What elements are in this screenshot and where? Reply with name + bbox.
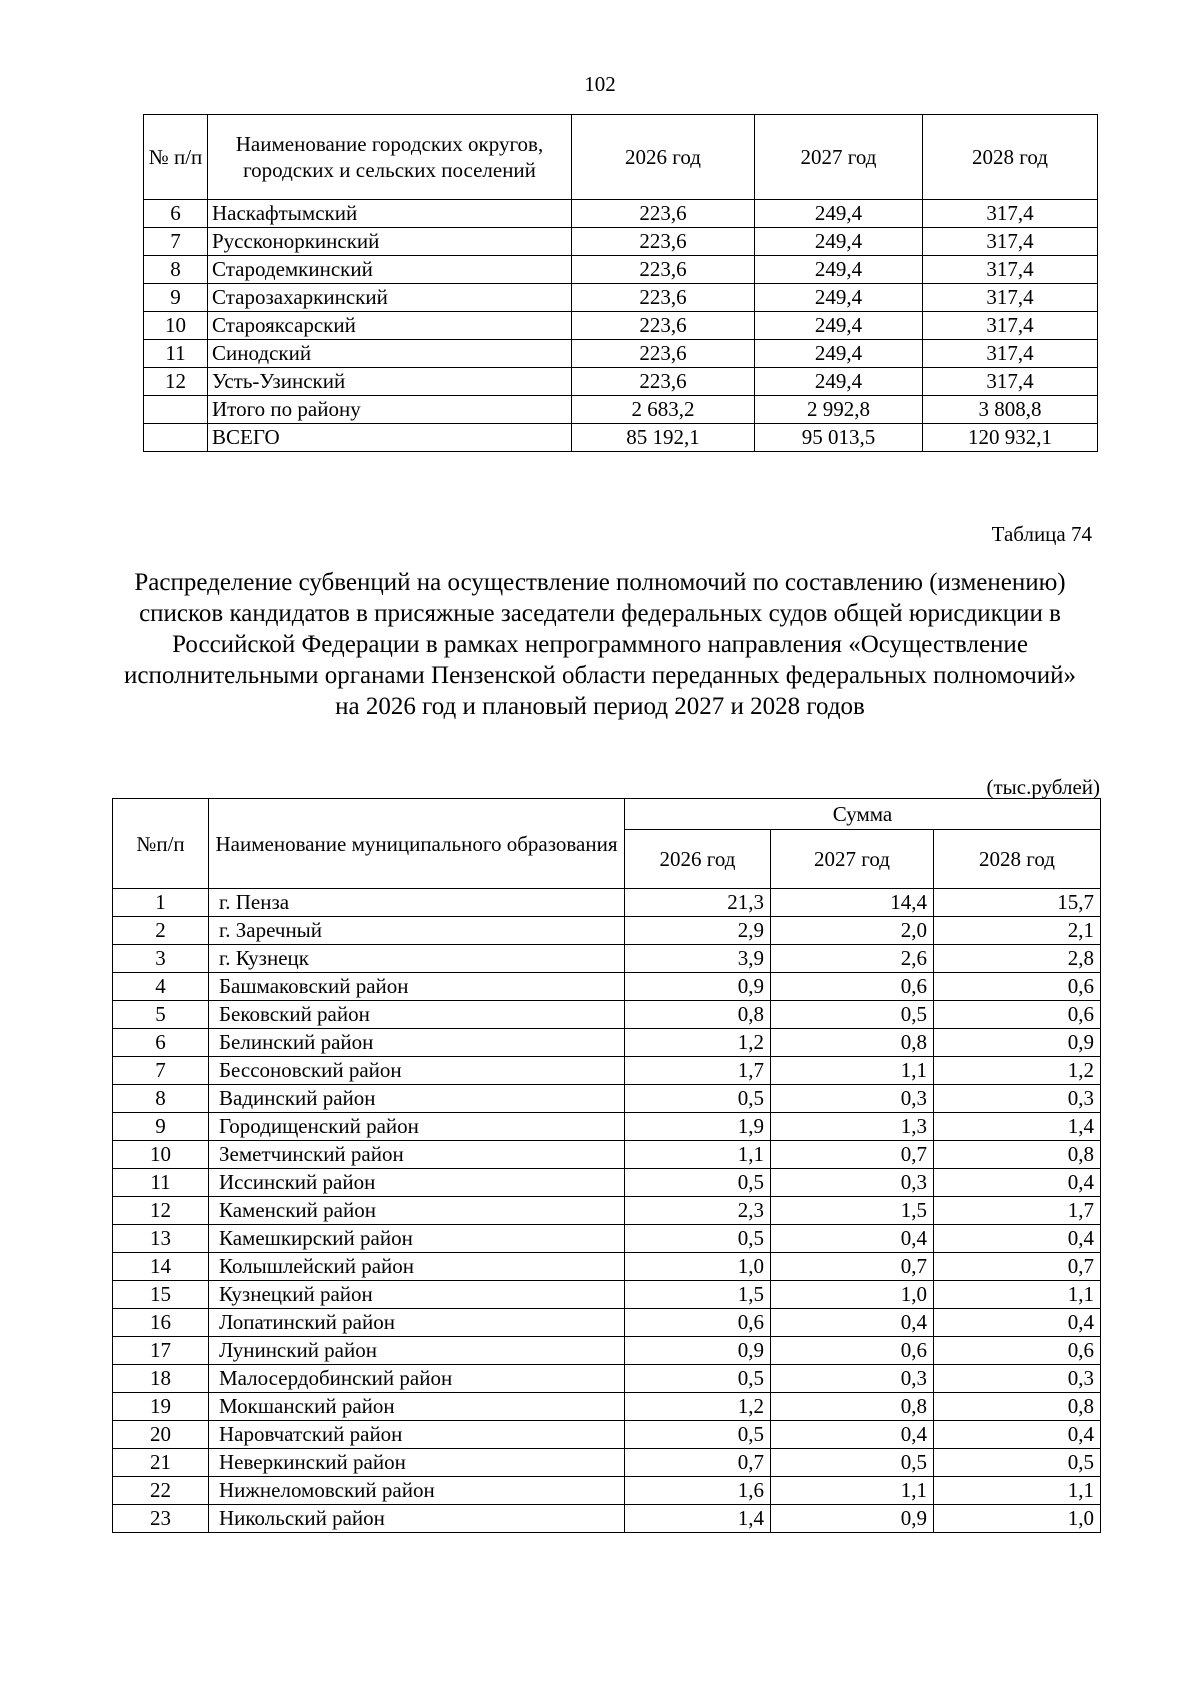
- value-2027-cell: 2,0: [771, 917, 934, 945]
- value-2028-cell: 0,3: [934, 1085, 1101, 1113]
- table-row: [144, 312, 1098, 340]
- row-number-cell: 4: [113, 973, 209, 1001]
- table-row: [144, 424, 1098, 452]
- row-number-cell: [144, 424, 208, 452]
- table-row: [113, 1225, 1101, 1253]
- value-2027-cell: 2,6: [771, 945, 934, 973]
- row-number-cell: 12: [113, 1197, 209, 1225]
- table-row: [113, 1057, 1101, 1085]
- value-2027-cell: 0,3: [771, 1169, 934, 1197]
- value-2026-cell: 1,4: [625, 1505, 771, 1533]
- continued-table-body: [144, 200, 1098, 452]
- table-row: [113, 1113, 1101, 1141]
- value-2028-cell: 0,4: [934, 1421, 1101, 1449]
- table-row: [113, 1449, 1101, 1477]
- row-number-cell: 20: [113, 1421, 209, 1449]
- table-label: Таблица 74: [991, 522, 1092, 546]
- settlement-name-cell: Старояксарский: [208, 312, 572, 340]
- settlement-name-cell: Усть-Узинский: [208, 368, 572, 396]
- table-74-body: [113, 889, 1101, 1533]
- table-row: [113, 1421, 1101, 1449]
- header-num: №п/п: [113, 799, 209, 889]
- row-number-cell: 11: [113, 1169, 209, 1197]
- municipality-name-cell: Лопатинский район: [209, 1309, 625, 1337]
- row-number-cell: 11: [144, 340, 208, 368]
- header-2027: 2027 год: [771, 830, 934, 889]
- table-row: [113, 1141, 1101, 1169]
- municipality-name-cell: Нижнеломовский район: [209, 1477, 625, 1505]
- table-row: [113, 1337, 1101, 1365]
- row-number-cell: 16: [113, 1309, 209, 1337]
- table-row: [113, 1197, 1101, 1225]
- settlement-name-cell: Стародемкинский: [208, 256, 572, 284]
- header-2026: 2026 год: [572, 115, 755, 200]
- value-2027-cell: 0,8: [771, 1393, 934, 1421]
- value-2028-cell: 0,3: [934, 1365, 1101, 1393]
- value-2027-cell: 0,5: [771, 1001, 934, 1029]
- value-2026-cell: 223,6: [572, 284, 755, 312]
- row-number-cell: 8: [113, 1085, 209, 1113]
- value-2028-cell: 2,8: [934, 945, 1101, 973]
- value-2027-cell: 1,1: [771, 1477, 934, 1505]
- table-74-header-row: [113, 799, 1101, 830]
- value-2028-cell: 0,6: [934, 1001, 1101, 1029]
- settlement-name-cell: ВСЕГО: [208, 424, 572, 452]
- header-name: Наименование муниципального образования: [209, 799, 625, 889]
- value-2027-cell: 249,4: [755, 340, 923, 368]
- value-2027-cell: 1,1: [771, 1057, 934, 1085]
- value-2028-cell: 1,1: [934, 1281, 1101, 1309]
- table-row: [113, 917, 1101, 945]
- municipality-name-cell: Бековский район: [209, 1001, 625, 1029]
- table-row: [113, 945, 1101, 973]
- value-2028-cell: 0,7: [934, 1253, 1101, 1281]
- value-2026-cell: 0,9: [625, 1337, 771, 1365]
- table-row: [113, 1281, 1101, 1309]
- value-2027-cell: 1,0: [771, 1281, 934, 1309]
- table-row: [113, 1365, 1101, 1393]
- municipality-name-cell: Никольский район: [209, 1505, 625, 1533]
- row-number-cell: 15: [113, 1281, 209, 1309]
- value-2026-cell: 223,6: [572, 256, 755, 284]
- row-number-cell: 23: [113, 1505, 209, 1533]
- row-number-cell: 9: [113, 1113, 209, 1141]
- header-name: Наименование городских округов, городских и сельских поселений: [208, 115, 572, 200]
- value-2028-cell: 0,5: [934, 1449, 1101, 1477]
- value-2027-cell: 249,4: [755, 284, 923, 312]
- value-2026-cell: 223,6: [572, 228, 755, 256]
- value-2028-cell: 3 808,8: [923, 396, 1098, 424]
- row-number-cell: 19: [113, 1393, 209, 1421]
- table-row: [113, 1169, 1101, 1197]
- row-number-cell: 10: [113, 1141, 209, 1169]
- value-2026-cell: 2,3: [625, 1197, 771, 1225]
- row-number-cell: 22: [113, 1477, 209, 1505]
- value-2026-cell: 21,3: [625, 889, 771, 917]
- value-2026-cell: 2 683,2: [572, 396, 755, 424]
- header-2027: 2027 год: [755, 115, 923, 200]
- municipality-name-cell: Иссинский район: [209, 1169, 625, 1197]
- value-2028-cell: 317,4: [923, 284, 1098, 312]
- value-2027-cell: 249,4: [755, 312, 923, 340]
- value-2026-cell: 1,2: [625, 1393, 771, 1421]
- row-number-cell: 6: [113, 1029, 209, 1057]
- row-number-cell: 6: [144, 200, 208, 228]
- value-2027-cell: 95 013,5: [755, 424, 923, 452]
- value-2028-cell: 317,4: [923, 312, 1098, 340]
- value-2027-cell: 0,6: [771, 1337, 934, 1365]
- table-title: Распределение субвенций на осуществление полномочий по составлению (изменению) списков кандидатов в присяжные заседатели федеральных судов общей юрисдикции в Российской Федерации в рамках непрограммного направления «Осуществление исполнительными органами Пензенской области переданных федеральных полномочий» на 2026 год и плановый период 2027 и 2028 годов: [123, 569, 1077, 720]
- value-2028-cell: 120 932,1: [923, 424, 1098, 452]
- table-row: [144, 284, 1098, 312]
- value-2028-cell: 0,9: [934, 1029, 1101, 1057]
- value-2028-cell: 317,4: [923, 228, 1098, 256]
- value-2028-cell: 1,1: [934, 1477, 1101, 1505]
- value-2028-cell: 317,4: [923, 340, 1098, 368]
- units-label: (тыс.рублей): [986, 775, 1100, 799]
- municipality-name-cell: Колышлейский район: [209, 1253, 625, 1281]
- table-row: [113, 889, 1101, 917]
- row-number-cell: 12: [144, 368, 208, 396]
- municipality-name-cell: г. Заречный: [209, 917, 625, 945]
- value-2026-cell: 0,8: [625, 1001, 771, 1029]
- table-row: [144, 200, 1098, 228]
- row-number-cell: 9: [144, 284, 208, 312]
- municipality-name-cell: г. Кузнецк: [209, 945, 625, 973]
- value-2026-cell: 0,9: [625, 973, 771, 1001]
- table-row: [113, 1029, 1101, 1057]
- municipality-name-cell: Неверкинский район: [209, 1449, 625, 1477]
- value-2026-cell: 1,7: [625, 1057, 771, 1085]
- header-num: № п/п: [144, 115, 208, 200]
- value-2027-cell: 0,8: [771, 1029, 934, 1057]
- value-2026-cell: 223,6: [572, 312, 755, 340]
- value-2027-cell: 249,4: [755, 368, 923, 396]
- row-number-cell: 8: [144, 256, 208, 284]
- row-number-cell: 5: [113, 1001, 209, 1029]
- value-2028-cell: 0,4: [934, 1309, 1101, 1337]
- municipality-name-cell: Наровчатский район: [209, 1421, 625, 1449]
- value-2026-cell: 0,6: [625, 1309, 771, 1337]
- municipality-name-cell: Каменский район: [209, 1197, 625, 1225]
- value-2028-cell: 0,4: [934, 1225, 1101, 1253]
- value-2028-cell: 15,7: [934, 889, 1101, 917]
- municipality-name-cell: Малосердобинский район: [209, 1365, 625, 1393]
- value-2027-cell: 0,6: [771, 973, 934, 1001]
- value-2027-cell: 249,4: [755, 200, 923, 228]
- value-2027-cell: 0,3: [771, 1365, 934, 1393]
- value-2028-cell: 0,4: [934, 1169, 1101, 1197]
- municipality-name-cell: г. Пенза: [209, 889, 625, 917]
- value-2027-cell: 0,4: [771, 1421, 934, 1449]
- value-2026-cell: 1,9: [625, 1113, 771, 1141]
- value-2026-cell: 223,6: [572, 340, 755, 368]
- value-2028-cell: 0,6: [934, 973, 1101, 1001]
- table-row: [144, 368, 1098, 396]
- value-2028-cell: 317,4: [923, 256, 1098, 284]
- header-sum: Сумма: [625, 799, 1101, 830]
- settlement-name-cell: Наскафтымский: [208, 200, 572, 228]
- value-2026-cell: 223,6: [572, 368, 755, 396]
- value-2028-cell: 1,4: [934, 1113, 1101, 1141]
- value-2028-cell: 1,2: [934, 1057, 1101, 1085]
- value-2026-cell: 2,9: [625, 917, 771, 945]
- municipality-name-cell: Башмаковский район: [209, 973, 625, 1001]
- value-2026-cell: 0,5: [625, 1365, 771, 1393]
- settlement-name-cell: Синодский: [208, 340, 572, 368]
- value-2027-cell: 0,9: [771, 1505, 934, 1533]
- value-2028-cell: 0,8: [934, 1141, 1101, 1169]
- municipality-name-cell: Мокшанский район: [209, 1393, 625, 1421]
- row-number-cell: 17: [113, 1337, 209, 1365]
- value-2027-cell: 0,4: [771, 1309, 934, 1337]
- continued-table-header-row: [144, 115, 1098, 200]
- settlement-name-cell: Руссконоркинский: [208, 228, 572, 256]
- municipality-name-cell: Земетчинский район: [209, 1141, 625, 1169]
- row-number-cell: 2: [113, 917, 209, 945]
- row-number-cell: 10: [144, 312, 208, 340]
- table-row: [144, 396, 1098, 424]
- row-number-cell: 1: [113, 889, 209, 917]
- value-2026-cell: 0,7: [625, 1449, 771, 1477]
- municipality-name-cell: Бессоновский район: [209, 1057, 625, 1085]
- table-row: [113, 1309, 1101, 1337]
- table-row: [113, 1085, 1101, 1113]
- row-number-cell: [144, 396, 208, 424]
- header-2026: 2026 год: [625, 830, 771, 889]
- value-2027-cell: 0,3: [771, 1085, 934, 1113]
- value-2028-cell: 0,6: [934, 1337, 1101, 1365]
- page-number: 102: [584, 72, 616, 96]
- settlement-name-cell: Старозахаркинский: [208, 284, 572, 312]
- row-number-cell: 21: [113, 1449, 209, 1477]
- value-2026-cell: 1,5: [625, 1281, 771, 1309]
- municipality-name-cell: Кузнецкий район: [209, 1281, 625, 1309]
- row-number-cell: 7: [144, 228, 208, 256]
- table-row: [144, 256, 1098, 284]
- municipality-name-cell: Белинский район: [209, 1029, 625, 1057]
- header-2028: 2028 год: [923, 115, 1098, 200]
- value-2026-cell: 0,5: [625, 1421, 771, 1449]
- value-2028-cell: 317,4: [923, 368, 1098, 396]
- value-2028-cell: 317,4: [923, 200, 1098, 228]
- row-number-cell: 7: [113, 1057, 209, 1085]
- value-2028-cell: 1,7: [934, 1197, 1101, 1225]
- table-row: [144, 228, 1098, 256]
- table-74: [112, 798, 1101, 1533]
- table-row: [113, 1505, 1101, 1533]
- table-row: [144, 340, 1098, 368]
- value-2026-cell: 1,1: [625, 1141, 771, 1169]
- value-2027-cell: 1,5: [771, 1197, 934, 1225]
- value-2027-cell: 0,7: [771, 1253, 934, 1281]
- row-number-cell: 3: [113, 945, 209, 973]
- table-row: [113, 1001, 1101, 1029]
- value-2026-cell: 0,5: [625, 1169, 771, 1197]
- value-2027-cell: 249,4: [755, 256, 923, 284]
- value-2026-cell: 3,9: [625, 945, 771, 973]
- value-2027-cell: 0,7: [771, 1141, 934, 1169]
- value-2028-cell: 2,1: [934, 917, 1101, 945]
- value-2026-cell: 85 192,1: [572, 424, 755, 452]
- header-2028: 2028 год: [934, 830, 1101, 889]
- value-2027-cell: 2 992,8: [755, 396, 923, 424]
- value-2027-cell: 249,4: [755, 228, 923, 256]
- value-2027-cell: 14,4: [771, 889, 934, 917]
- value-2026-cell: 1,2: [625, 1029, 771, 1057]
- value-2028-cell: 0,8: [934, 1393, 1101, 1421]
- municipality-name-cell: Камешкирский район: [209, 1225, 625, 1253]
- value-2026-cell: 0,5: [625, 1085, 771, 1113]
- value-2028-cell: 1,0: [934, 1505, 1101, 1533]
- table-row: [113, 1477, 1101, 1505]
- municipality-name-cell: Вадинский район: [209, 1085, 625, 1113]
- row-number-cell: 14: [113, 1253, 209, 1281]
- municipality-name-cell: Лунинский район: [209, 1337, 625, 1365]
- table-row: [113, 1393, 1101, 1421]
- row-number-cell: 13: [113, 1225, 209, 1253]
- municipality-name-cell: Городищенский район: [209, 1113, 625, 1141]
- value-2026-cell: 1,6: [625, 1477, 771, 1505]
- value-2027-cell: 1,3: [771, 1113, 934, 1141]
- table-row: [113, 1253, 1101, 1281]
- settlement-name-cell: Итого по району: [208, 396, 572, 424]
- table-row: [113, 973, 1101, 1001]
- value-2026-cell: 1,0: [625, 1253, 771, 1281]
- value-2027-cell: 0,5: [771, 1449, 934, 1477]
- value-2026-cell: 0,5: [625, 1225, 771, 1253]
- continued-table: [143, 114, 1098, 452]
- row-number-cell: 18: [113, 1365, 209, 1393]
- value-2027-cell: 0,4: [771, 1225, 934, 1253]
- value-2026-cell: 223,6: [572, 200, 755, 228]
